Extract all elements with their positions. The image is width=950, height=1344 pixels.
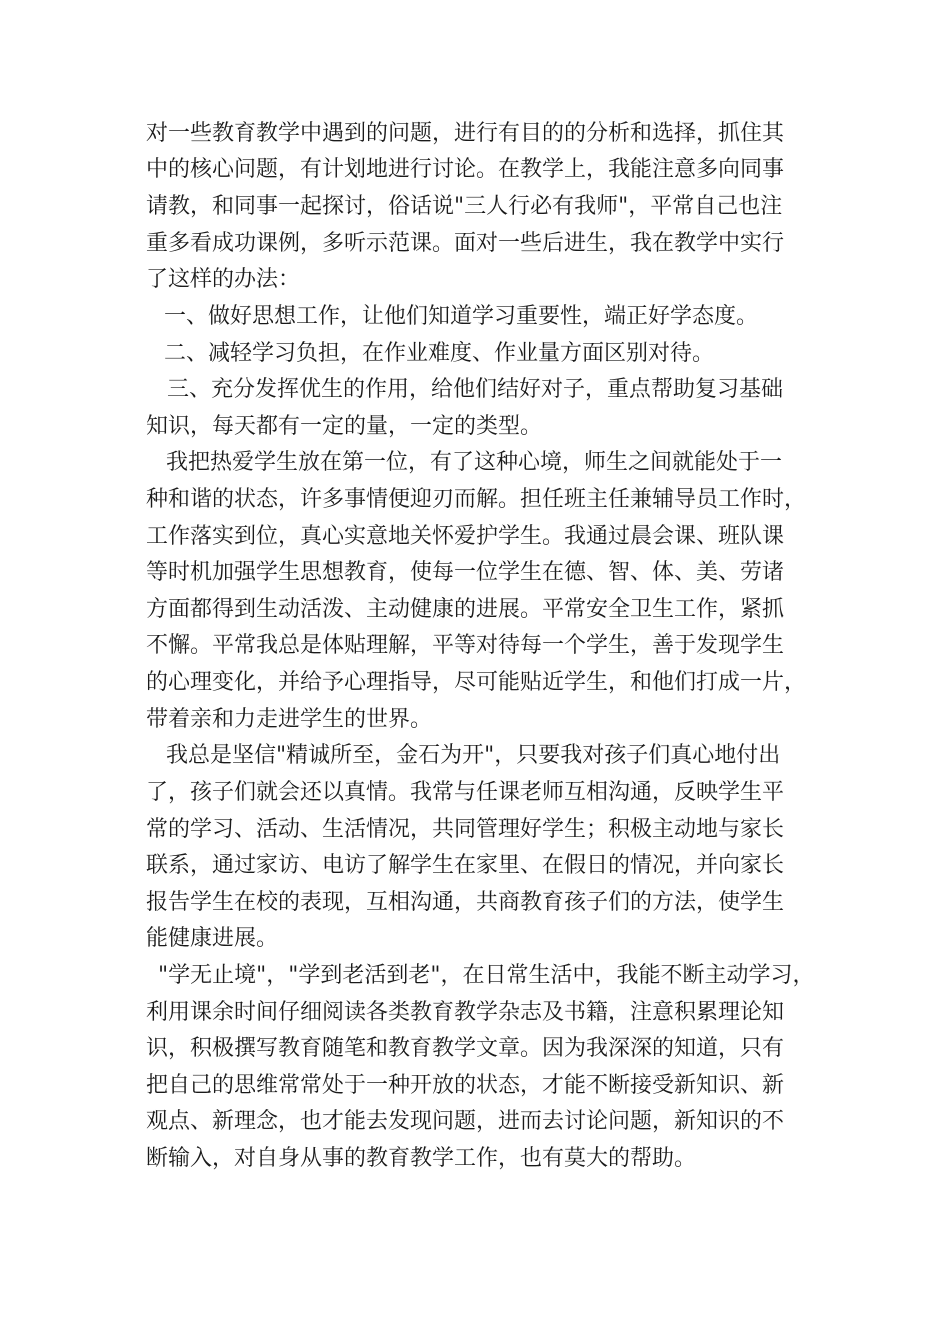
text-line: 中的核心问题，有计划地进行讨论。在教学上，我能注意多向同事 — [146, 157, 785, 182]
text-line: 等时机加强学生思想教育，使每一位学生在德、智、体、美、劳诸 — [146, 560, 785, 585]
paragraph-first-line: 我把热爱学生放在第一位，有了这种心境，师生之间就能处于一 — [166, 450, 783, 475]
text-line: 工作落实到位，真心实意地关怀爱护学生。我通过晨会课、班队课 — [146, 524, 785, 549]
text-line: 知识，每天都有一定的量，一定的类型。 — [146, 414, 543, 439]
text-line: 对一些教育教学中遇到的问题，进行有目的的分析和选择，抓住其 — [146, 121, 785, 146]
text-line: 能健康进展。 — [146, 926, 279, 951]
list-item-line: 三、充分发挥优生的作用，给他们结好对子，重点帮助复习基础 — [167, 377, 784, 402]
text-line: 请教，和同事一起探讨，俗话说"三人行必有我师"，平常自己也注 — [146, 194, 783, 219]
paragraph-first-line: "学无止境"，"学到老活到老"，在日常生活中，我能不断主动学习， — [158, 963, 815, 988]
text-line: 识，积极撰写教育随笔和教育教学文章。因为我深深的知道，只有 — [146, 1036, 785, 1061]
text-line: 的心理变化，并给予心理指导，尽可能贴近学生，和他们打成一片， — [146, 670, 807, 695]
text-line: 种和谐的状态，许多事情便迎刃而解。担任班主任兼辅导员工作时， — [146, 487, 807, 512]
text-line: 带着亲和力走进学生的世界。 — [146, 707, 433, 732]
text-line: 把自己的思维常常处于一种开放的状态，才能不断接受新知识、新 — [146, 1073, 785, 1098]
text-line: 利用课余时间仔细阅读各类教育教学杂志及书籍，注意积累理论知 — [146, 1000, 785, 1025]
text-line: 观点、新理念，也才能去发现问题，进而去讨论问题，新知识的不 — [146, 1109, 785, 1134]
text-line: 方面都得到生动活泼、主动健康的进展。平常安全卫生工作，紧抓 — [146, 597, 785, 622]
text-line: 断输入，对自身从事的教育教学工作，也有莫大的帮助。 — [146, 1146, 697, 1171]
text-line: 了这样的办法： — [146, 267, 301, 292]
text-line: 联系，通过家访、电访了解学生在家里、在假日的情况，并向家长 — [146, 853, 785, 878]
list-item-line: 二、减轻学习负担，在作业难度、作业量方面区别对待。 — [164, 341, 715, 366]
text-line: 不懈。平常我总是体贴理解，平等对待每一个学生，善于发现学生 — [146, 633, 785, 658]
text-line: 报告学生在校的表现，互相沟通，共商教育孩子们的方法，使学生 — [146, 890, 785, 915]
text-line: 重多看成功课例，多听示范课。面对一些后进生，我在教学中实行 — [146, 231, 785, 256]
text-line: 了，孩子们就会还以真情。我常与任课老师互相沟通，反映学生平 — [146, 780, 785, 805]
paragraph-first-line: 我总是坚信"精诚所至，金石为开"，只要我对孩子们真心地付出 — [166, 743, 781, 768]
text-line: 常的学习、活动、生活情况，共同管理好学生；积极主动地与家长 — [146, 817, 785, 842]
list-item-line: 一、做好思想工作，让他们知道学习重要性，端正好学态度。 — [164, 304, 759, 329]
